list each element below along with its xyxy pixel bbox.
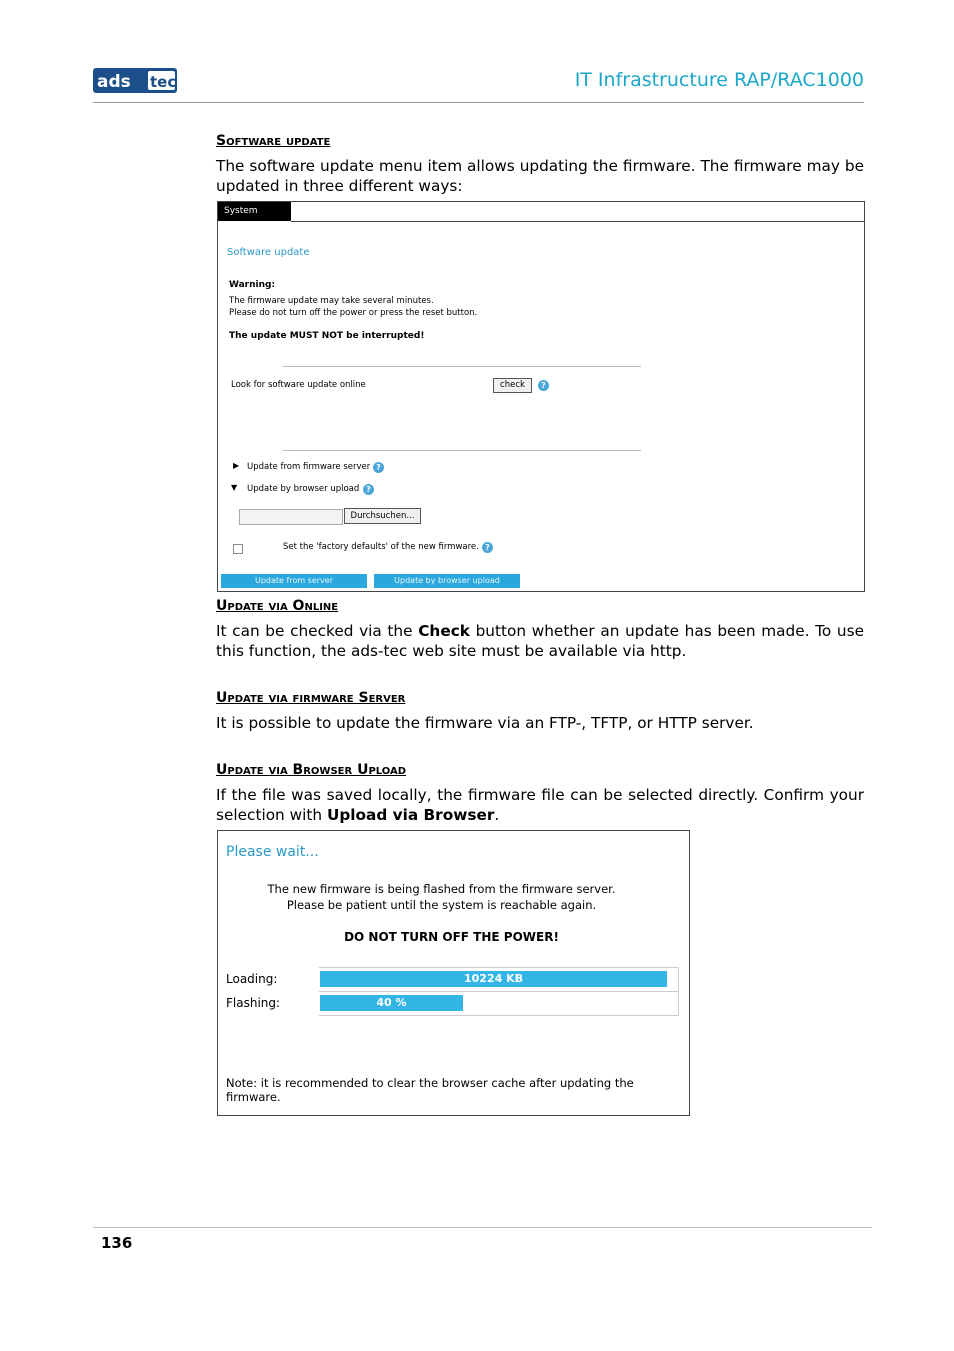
warning-line-1: The firmware update may take several minutes. [229,296,434,306]
document-title: IT Infrastructure RAP/RAC1000 [574,69,864,91]
wait-line-1: The new firmware is being flashed from the firmware server. [267,882,616,896]
paragraph-update-online: It can be checked via the Check button whether an update has been made. To use this function, the ads-tec web site must be available via http. [216,622,864,660]
warning-bold: The update MUST NOT be interrupted! [229,331,425,341]
panel-title: Software update [227,247,310,258]
please-wait-screenshot [217,830,690,1116]
loading-progress-fill: 10224 KB [320,971,667,987]
file-input[interactable] [239,509,343,525]
server-toggle[interactable]: Update from firmware server [247,462,371,472]
online-label: Look for software update online [231,380,366,390]
factory-defaults-label: Set the 'factory defaults' of the new firmware. [283,542,479,552]
tab-system[interactable]: System [218,202,291,221]
divider [283,450,641,451]
wait-title: Please wait... [226,844,319,860]
paragraph-update-upload: If the file was saved locally, the firmware file can be selected directly. Confirm your selection with Upload via Browser. [216,786,864,824]
heading-update-online: Update via Online [216,598,339,614]
loading-label: Loading: [226,972,278,986]
flashing-label: Flashing: [226,996,281,1010]
help-icon[interactable]: ? [363,484,374,495]
warning-line-2: Please do not turn off the power or press the reset button. [229,308,478,318]
help-icon[interactable]: ? [373,462,384,473]
paragraph-update-server: It is possible to update the firmware via an FTP-, TFTP, or HTTP server. [216,714,754,732]
flashing-progress-fill: 40 % [320,995,463,1011]
header-divider [93,102,864,103]
power-warning: DO NOT TURN OFF THE POWER! [344,930,559,944]
cache-note: Note: it is recommended to clear the browser cache after updating the firmware. [226,1076,634,1104]
loading-progress-bar [319,967,679,992]
check-button[interactable]: check [493,378,532,393]
help-icon[interactable]: ? [482,542,493,553]
factory-defaults-checkbox[interactable] [233,544,243,554]
upload-toggle[interactable]: Update by browser upload [247,484,360,494]
flashing-progress-bar [319,991,679,1016]
update-by-upload-button[interactable]: Update by browser upload [374,574,520,588]
page-number: 136 [101,1234,133,1252]
footer-divider [93,1227,872,1228]
heading-software-update: Software update [216,133,331,149]
heading-update-upload: Update via Browser Upload [216,762,407,778]
divider [283,366,641,367]
software-update-screenshot [217,201,865,592]
ads-tec-logo [93,68,177,93]
collapsed-arrow-icon[interactable]: ▶ [233,461,240,470]
expanded-arrow-icon[interactable]: ▼ [231,483,238,492]
wait-line-2: Please be patient until the system is reachable again. [286,898,597,912]
svg-text:tec: tec [150,73,177,91]
browse-button[interactable]: Durchsuchen... [344,508,421,524]
tab-bar-line [291,221,864,222]
svg-text:ads: ads [97,72,131,92]
help-icon[interactable]: ? [538,380,549,391]
warning-label: Warning: [229,280,276,290]
update-from-server-button[interactable]: Update from server [221,574,367,588]
paragraph-software-update: The software update menu item allows updating the firmware. The firmware may be updated in three different ways: [216,157,864,195]
heading-update-server: Update via firmware Server [216,690,406,706]
